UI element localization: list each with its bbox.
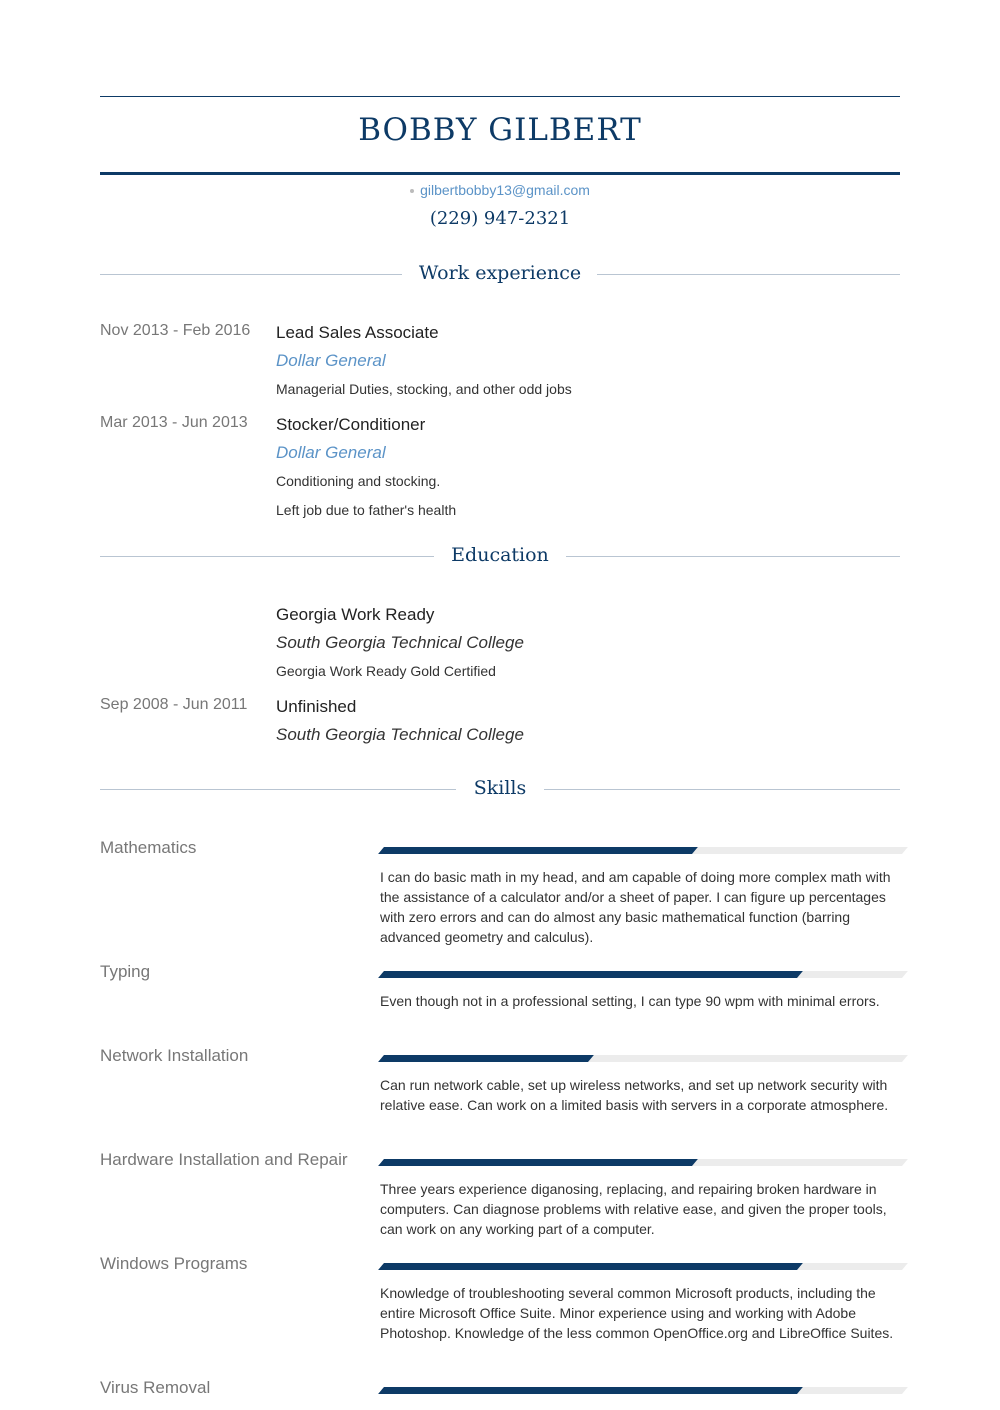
company-name: Dollar General [276, 351, 386, 370]
degree-title: Unfinished [276, 697, 357, 716]
school-name: South Georgia Technical College [276, 725, 524, 744]
section-header-skills [100, 775, 900, 805]
skill-level-fill [378, 1055, 593, 1062]
skill-level-bar [378, 971, 908, 978]
section-header-education [100, 542, 900, 572]
skill-level-bar [378, 847, 908, 854]
job-title: Stocker/Conditioner [276, 415, 426, 434]
company-name: Dollar General [276, 443, 386, 462]
skill-description: Can run network cable, set up wireless networks, and set up network security with relative ease. Can work on a limited basis with servers in a corporate atmosphere. [380, 1077, 889, 1113]
job-description: Managerial Duties, stocking, and other odd jobs [276, 381, 572, 397]
header-bottom-rule [100, 172, 900, 175]
school-name: South Georgia Technical College [276, 633, 524, 652]
skill-level-bar [378, 1387, 908, 1394]
job-title: Lead Sales Associate [276, 323, 439, 342]
resume-page [100, 0, 900, 1410]
skill-description: Three years experience diganosing, replacing, and repairing broken hardware in computers. Can diagnose problems with relative ease, and given the proper tools, can work on any working part of a computer. [380, 1181, 887, 1237]
skill-name: Virus Removal [100, 1378, 211, 1397]
entry-date: Nov 2013 - Feb 2016 [100, 322, 251, 339]
skill-level-bar [378, 1055, 908, 1062]
skill-level-fill [378, 971, 803, 978]
bullet-icon [410, 189, 414, 193]
section-title-skills: Skills [473, 777, 527, 799]
skill-level-bar [378, 1263, 908, 1270]
skill-level-fill [378, 847, 698, 854]
skill-description: I can do basic math in my head, and am capable of doing more complex math with the assistance of a calculator and/or a sheet of paper. I can figure up percentages with zero errors and can do almost any basic mathematical function (barring advanced geometry and calculus). [380, 869, 891, 945]
email-link[interactable]: gilbertbobby13@gmail.com [420, 182, 590, 198]
job-description: Conditioning and stocking. [276, 473, 441, 489]
skill-name: Hardware Installation and Repair [100, 1150, 348, 1169]
skill-description: Even though not in a professional setting, I can type 90 wpm with minimal errors. [380, 993, 880, 1009]
skill-description: Knowledge of troubleshooting several common Microsoft products, including the entire Microsoft Office Suite. Minor experience using and working with Adobe Photoshop. Knowledge of the less common OpenOffice.org and LibreOffice Suites. [380, 1285, 894, 1341]
skill-name: Windows Programs [100, 1254, 248, 1273]
header-top-rule [100, 96, 900, 97]
section-title-work: Work experience [418, 262, 582, 284]
degree-title: Georgia Work Ready [276, 605, 435, 624]
skill-level-fill [378, 1263, 803, 1270]
section-header-work [100, 260, 900, 290]
section-title-education: Education [451, 544, 549, 566]
job-description: Left job due to father's health [276, 502, 457, 518]
entry-date: Mar 2013 - Jun 2013 [100, 414, 248, 431]
candidate-name: BOBBY GILBERT [358, 112, 642, 148]
skill-level-fill [378, 1387, 803, 1394]
skill-name: Mathematics [100, 838, 197, 857]
skill-level-fill [378, 1159, 698, 1166]
skill-level-bar [378, 1159, 908, 1166]
contact-email-row [100, 182, 900, 198]
contact-phone: (229) 947-2321 [429, 208, 571, 229]
skill-name: Network Installation [100, 1046, 249, 1065]
skill-name: Typing [100, 962, 151, 981]
education-description: Georgia Work Ready Gold Certified [276, 663, 496, 679]
entry-date: Sep 2008 - Jun 2011 [100, 696, 248, 713]
